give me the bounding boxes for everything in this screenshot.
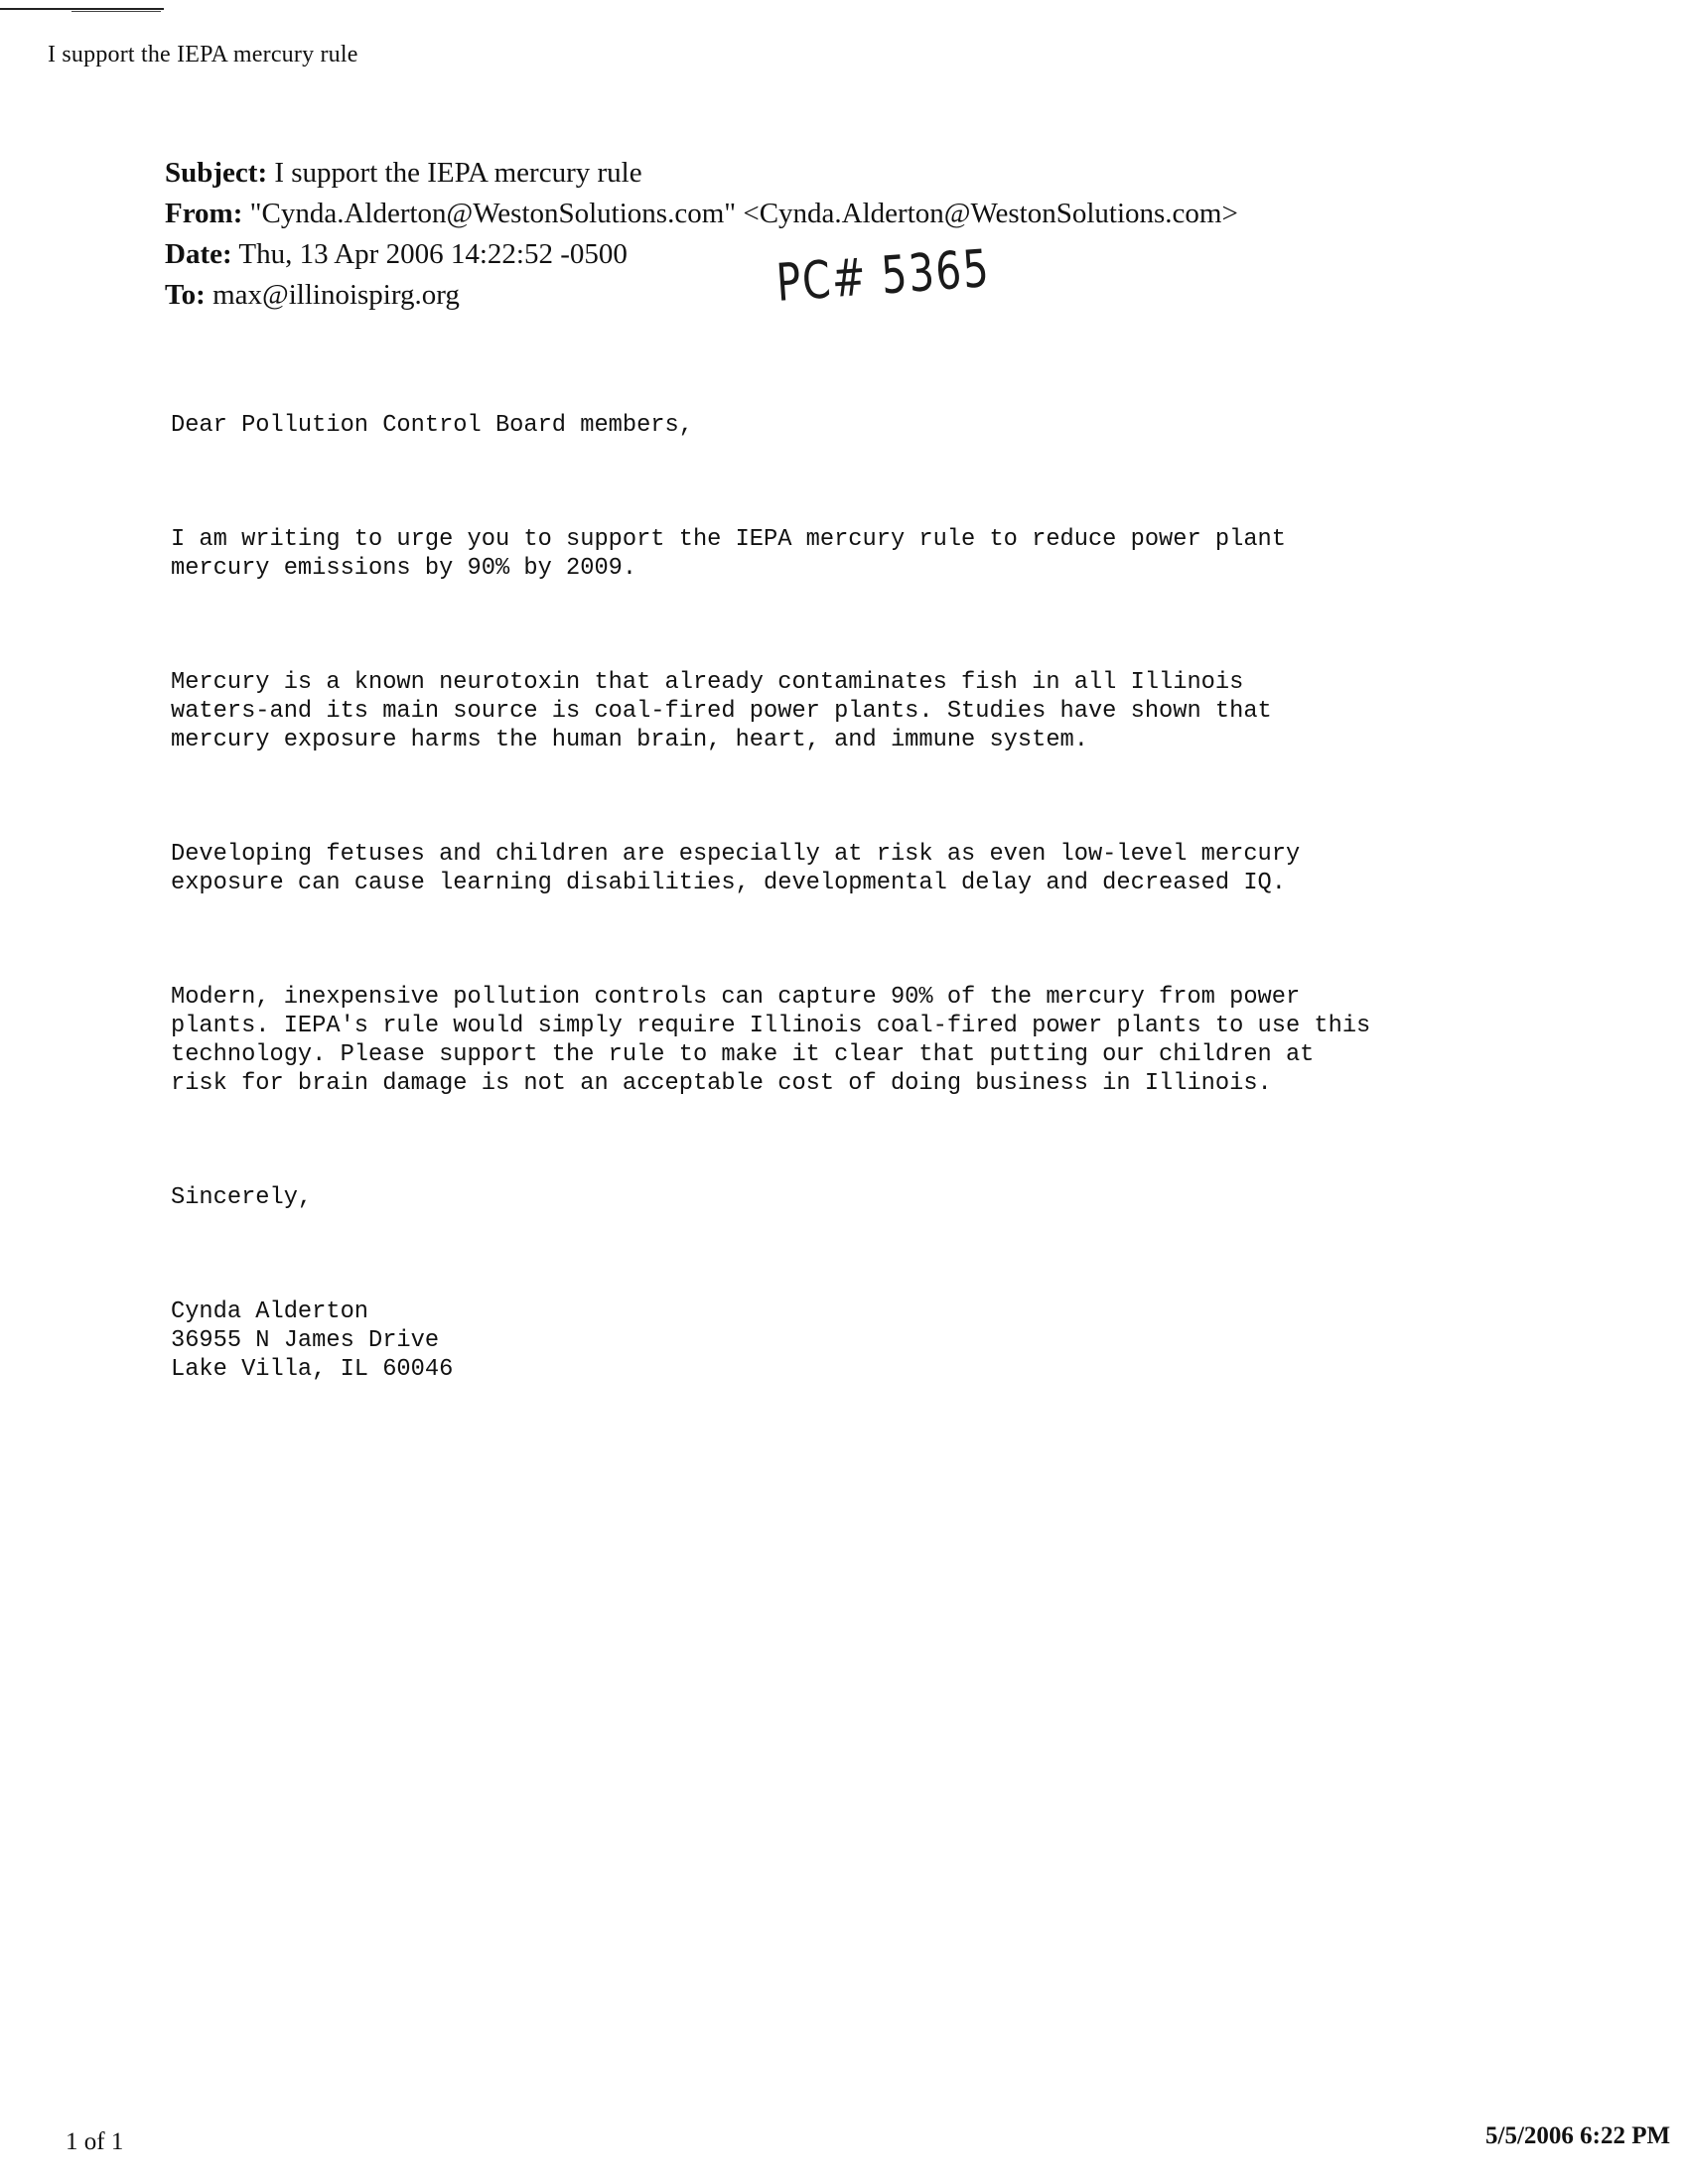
date-label: Date:: [165, 238, 232, 270]
top-rule-line-secondary: [71, 11, 161, 12]
letter-signature: [171, 1297, 1660, 1384]
handwritten-document-number: PC# 5365: [774, 238, 993, 314]
letter-paragraph: Mercury is a known neurotoxin that already contaminates fish in all Illinois waters-and its main source is coal-fired power plants. Studies have shown that mercury exposure harms the human brain, heart, and immune system.: [171, 669, 1272, 753]
from-value: "Cynda.Alderton@WestonSolutions.com" <Cynda.Alderton@WestonSolutions.com>: [249, 198, 1238, 229]
top-rule-line: [0, 8, 164, 10]
page-header-title: I support the IEPA mercury rule: [48, 42, 358, 68]
letter-body: [171, 353, 1660, 1413]
to-row: [165, 275, 1238, 316]
date-row: [165, 234, 1238, 275]
letter-paragraph: Developing fetuses and children are especially at risk as even low-level mercury exposure can cause learning disabilities, developmental delay and decreased IQ.: [171, 841, 1301, 896]
letter-greeting: Dear Pollution Control Board members,: [171, 412, 693, 439]
footer-page-count: 1 of 1: [66, 2128, 124, 2155]
signature-name: Cynda Alderton: [171, 1298, 369, 1325]
letter-paragraph: I am writing to urge you to support the IEPA mercury rule to reduce power plant mercury emissions by 90% by 2009.: [171, 526, 1286, 582]
letter-paragraph: Modern, inexpensive pollution controls can capture 90% of the mercury from power plants. IEPA's rule would simply require Illinois coal-fired power plants to use this technology. Please support the rule to make it clear that putting our children at risk for brain damage is not an acceptable cost of doing business in Illinois.: [171, 984, 1371, 1097]
from-row: [165, 194, 1238, 234]
footer-printed-timestamp: 5/5/2006 6:22 PM: [1485, 2122, 1671, 2149]
to-label: To:: [165, 279, 206, 311]
from-label: From:: [165, 198, 243, 229]
date-value: Thu, 13 Apr 2006 14:22:52 -0500: [238, 238, 628, 270]
signature-address-line2: Lake Villa, IL 60046: [171, 1356, 454, 1383]
to-value: max@illinoispirg.org: [212, 279, 460, 311]
email-header: [165, 153, 1238, 316]
letter-closing: Sincerely,: [171, 1184, 313, 1211]
signature-address-line1: 36955 N James Drive: [171, 1327, 440, 1354]
subject-row: [165, 153, 1238, 194]
subject-label: Subject:: [165, 157, 268, 189]
subject-value: I support the IEPA mercury rule: [274, 157, 642, 189]
